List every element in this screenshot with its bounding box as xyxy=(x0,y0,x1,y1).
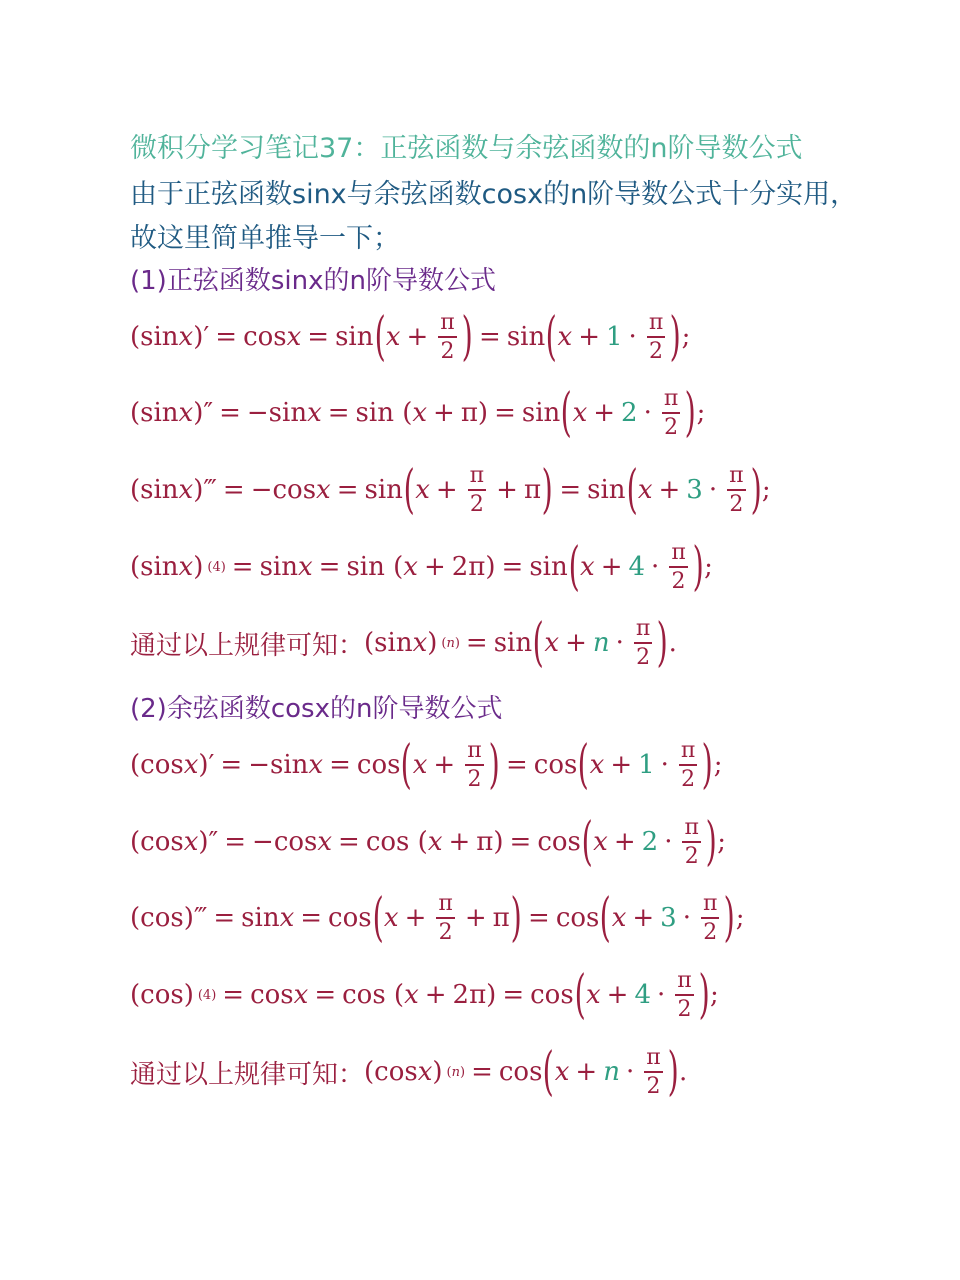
formula-cos-3: (cos)‴ = sin x = cos ( x + $\frac{\pi}{2}$ + π ) = cos ( x + 3 · $\frac{\pi}{2}$ ) ; xyxy=(130,888,745,948)
formula-sin-2: (sin x )″ = −sin x = sin ( x + π) = sin ( x + 2 · $\frac{\pi}{2}$ ) ; xyxy=(130,383,706,443)
formula-cos-1: (cos x )′ = −sin x = cos ( x + $\frac{\pi}{2}$ ) = cos ( x + 1 · $\frac{\pi}{2}$ ) ; xyxy=(130,735,723,795)
page-title: 微积分学习笔记37：正弦函数与余弦函数的n阶导数公式 xyxy=(130,133,803,164)
conclusion-label-cosine: 通过以上规律可知： xyxy=(130,1059,365,1090)
conclusion-label-sine: 通过以上规律可知： xyxy=(130,630,365,661)
intro-line-2: 故这里简单推导一下； xyxy=(130,223,400,254)
formula-sin-n: 通过以上规律可知： (sin x ) (n) = sin ( x + n · $\frac{\pi}{2}$ ) . xyxy=(130,613,677,673)
formula-sin-4: (sin x ) (4) = sin x = sin ( x + 2π) = sin ( x + 4 · $\frac{\pi}{2}$ ) ; xyxy=(130,537,713,597)
formula-cos-n: 通过以上规律可知： (cos x ) (n) = cos ( x + n · $\frac{\pi}{2}$ ) . xyxy=(130,1042,688,1102)
intro-line-1: 由于正弦函数sinx与余弦函数cosx的n阶导数公式十分实用， xyxy=(130,179,858,210)
formula-cos-2: (cos x )″ = −cos x = cos ( x + π) = cos ( x + 2 · $\frac{\pi}{2}$ ) ; xyxy=(130,812,726,872)
section-heading-sine: (1)正弦函数sinx的n阶导数公式 xyxy=(130,266,496,296)
formula-sin-3: (sin x )‴ = −cos x = sin ( x + $\frac{\pi}{2}$ + π ) = sin ( x + 3 · $\frac{\pi}{2}$ ) ; xyxy=(130,460,771,520)
section-heading-cosine: (2)余弦函数cosx的n阶导数公式 xyxy=(130,694,503,724)
formula-cos-4: (cos) (4) = cos x = cos ( x + 2π) = cos ( x + 4 · $\frac{\pi}{2}$ ) ; xyxy=(130,965,719,1025)
formula-sin-1: (sinx)′ = cos x = sin ( x + $\frac{\pi}{2}$ ) = sin ( x + 1 · $\frac{\pi}{2}$ ) ; xyxy=(130,307,691,367)
